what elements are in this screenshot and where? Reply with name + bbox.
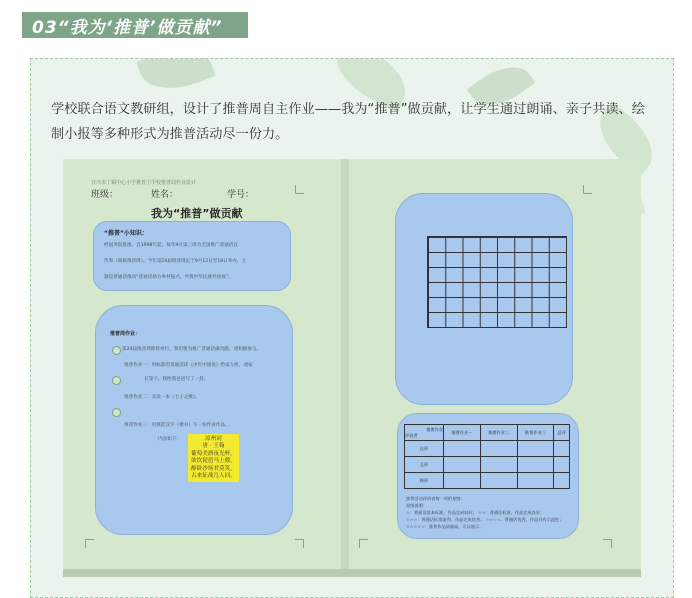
bullet-icon bbox=[112, 346, 121, 355]
eval-note: ☆：普通话基本标准，作品完成较好； ☆☆：普通话标准，作品完成良好； bbox=[406, 510, 545, 515]
poem-line: 欲饮琵琶马上催。 bbox=[191, 458, 236, 465]
table-cell bbox=[517, 473, 554, 489]
poem-highlight bbox=[188, 434, 239, 482]
worksheet-title: 我为“推普”做贡献 bbox=[151, 207, 243, 220]
table-row bbox=[405, 441, 570, 457]
evaluation-box bbox=[397, 413, 579, 539]
row-header: 互评 bbox=[405, 457, 444, 473]
class-label: 班级： bbox=[91, 190, 119, 200]
column-header: 推普作业一 bbox=[444, 425, 481, 441]
knowledge-line: 题是普通话推动“普通话助力乡村振兴、共筑中华民族共同体”。 bbox=[104, 275, 233, 280]
knowledge-heading: “推普”小知识： bbox=[104, 230, 148, 237]
table-cell bbox=[517, 457, 554, 473]
eval-note: 推普活动评价表每一项的星级： bbox=[406, 496, 465, 501]
row-header: 自评 bbox=[405, 441, 444, 457]
poem-line: 醉卧沙场君莫笑， bbox=[191, 465, 236, 472]
corner-top-label: 推普作业 bbox=[426, 426, 443, 432]
page-divider bbox=[341, 159, 349, 577]
bullet-icon bbox=[112, 408, 121, 417]
table-row bbox=[405, 473, 570, 489]
eval-note: ☆☆☆：普通话标准流利，作品完成优秀； ☆☆☆☆：普通话优秀，作品具有示范性； bbox=[406, 517, 564, 522]
task-line: 长签字。我给我爸爸写了一封。 bbox=[144, 377, 209, 382]
poem-line: 唐 · 王翰 bbox=[202, 443, 225, 450]
table-cell bbox=[480, 441, 517, 457]
knowledge-line: 经国务院批准，自1998年起，每年9月第三周为全国推广普通话宣 bbox=[104, 243, 239, 248]
table-cell bbox=[480, 457, 517, 473]
column-header: 推普作业三 bbox=[517, 425, 554, 441]
crop-mark bbox=[583, 185, 592, 194]
crop-mark bbox=[603, 539, 612, 548]
table-cell bbox=[554, 441, 570, 457]
intro-paragraph: 学校联合语文教研组，设计了推普周自主作业——我为“推普”做贡献，让学生通过朗诵、亲子共读、绘制小报等多种形式为推普活动尽一份力。 bbox=[51, 102, 645, 142]
tasks-heading: 推普周作业： bbox=[110, 331, 141, 337]
knowledge-box bbox=[93, 221, 291, 291]
bullet-icon bbox=[112, 376, 121, 385]
table-cell bbox=[517, 441, 554, 457]
section-banner-text: 03“我为‘推普’做贡献” bbox=[32, 17, 223, 38]
row-header: 师评 bbox=[405, 473, 444, 489]
table-row bbox=[405, 457, 570, 473]
sheet-bottom-edge bbox=[63, 569, 641, 577]
crop-mark bbox=[295, 185, 304, 194]
knowledge-line: 传周（简称推普周）。今年第24届推普周定于9月12日至18日举办，主 bbox=[104, 259, 247, 264]
table-cell bbox=[554, 457, 570, 473]
tasks-box bbox=[95, 305, 293, 535]
task-line: 推普作业三：用规范汉字（楷书）写一份作业作品。 bbox=[124, 423, 230, 428]
table-corner-cell bbox=[405, 425, 444, 441]
name-label: 姓名： bbox=[151, 190, 179, 200]
task-line: 内容如下： bbox=[158, 437, 181, 442]
poem-line: 凉州词 bbox=[204, 436, 222, 442]
section-banner bbox=[22, 12, 248, 38]
table-cell bbox=[554, 473, 570, 489]
crop-mark bbox=[295, 539, 304, 548]
writing-grid-box bbox=[395, 193, 573, 405]
task-line: 推普作业二：亲读一本《七子之歌》。 bbox=[124, 395, 200, 400]
eval-note: 星级说明： bbox=[406, 503, 427, 508]
poem-line: 古来征战几人回。 bbox=[191, 473, 236, 480]
task-line: 第24届推普周即将举行，我们要为推广普通话做贡献，请积极参与。 bbox=[122, 347, 262, 352]
table-cell bbox=[480, 473, 517, 489]
worksheet-top-note: 宜兴市丁蜀中心小学推普主学校推普周作业设计 bbox=[91, 180, 197, 186]
content-card bbox=[30, 58, 674, 598]
corner-bottom-label: 评价者 bbox=[405, 432, 418, 438]
crop-mark bbox=[85, 539, 94, 548]
column-header: 总评 bbox=[554, 425, 570, 441]
writing-grid bbox=[427, 236, 567, 328]
evaluation-table bbox=[404, 424, 570, 489]
leaf-decoration bbox=[136, 58, 215, 100]
task-line: 推普作业一：用标准的普通话读《少年中国说》给家人听，请家 bbox=[124, 363, 253, 368]
table-cell bbox=[444, 457, 481, 473]
worksheet-image bbox=[63, 159, 641, 577]
number-label: 学号： bbox=[227, 190, 255, 200]
eval-note: ☆☆☆☆☆：推普作品质量高，可以展示。 bbox=[406, 524, 484, 529]
table-cell bbox=[444, 441, 481, 457]
crop-mark bbox=[359, 539, 368, 548]
poem-line: 葡萄美酒夜光杯， bbox=[191, 450, 236, 457]
column-header: 推普作业二 bbox=[480, 425, 517, 441]
table-cell bbox=[444, 473, 481, 489]
